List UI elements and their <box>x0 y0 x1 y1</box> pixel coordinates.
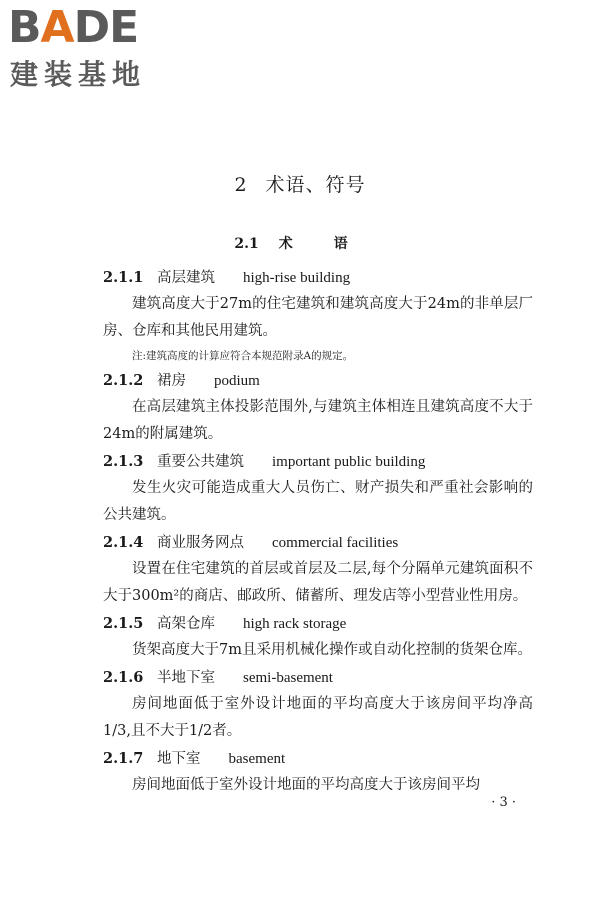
term-chinese: 商业服务网点 <box>157 535 244 551</box>
term-english: important public building <box>272 454 426 470</box>
logo-chinese-name: 建装基地 <box>10 58 147 91</box>
term-definition: 房间地面低于室外设计地面的平均高度大于该房间平均净高1/3,且不大于1/2者。 <box>103 696 533 739</box>
term-definition: 建筑高度大于27m的住宅建筑和建筑高度大于24m的非单层厂房、仓库和其他民用建筑。 <box>103 296 533 339</box>
term-english: podium <box>214 373 260 389</box>
term-header <box>103 664 533 691</box>
term-entry <box>103 448 533 529</box>
term-header <box>103 529 533 556</box>
term-entry <box>103 610 533 664</box>
term-english: basement <box>228 751 286 767</box>
term-definition: 在高层建筑主体投影范围外,与建筑主体相连且建筑高度不大于24m的附属建筑。 <box>103 399 533 442</box>
term-number: 2.1.4 <box>103 534 144 551</box>
logo-wordmark <box>8 2 139 53</box>
term-header <box>103 367 533 394</box>
term-header <box>103 264 533 291</box>
logo-letters-2: DE <box>73 2 139 53</box>
term-number: 2.1.3 <box>103 453 144 470</box>
chapter-title: 术语、符号 <box>265 174 366 196</box>
term-header <box>103 448 533 475</box>
section-number: 2.1 <box>234 236 259 252</box>
term-header <box>103 745 533 772</box>
chapter-number: 2 <box>234 174 248 196</box>
term-chinese: 半地下室 <box>157 670 215 686</box>
term-chinese: 地下室 <box>157 751 201 767</box>
section-heading <box>0 233 600 253</box>
term-note: 注:建筑高度的计算应符合本规范附录A的规定。 <box>132 350 354 362</box>
term-entry <box>103 264 533 367</box>
section-title: 术 语 <box>278 236 366 252</box>
term-number: 2.1.1 <box>103 269 144 286</box>
term-definition: 货架高度大于7m且采用机械化操作或自动化控制的货架仓库。 <box>132 642 532 658</box>
term-english: high-rise building <box>243 270 351 286</box>
term-entry <box>103 367 533 448</box>
page-number: · 3 · <box>491 795 516 810</box>
term-definition: 发生火灾可能造成重大人员伤亡、财产损失和严重社会影响的公共建筑。 <box>103 480 533 523</box>
term-entry <box>103 529 533 610</box>
term-chinese: 裙房 <box>157 373 186 389</box>
term-chinese: 重要公共建筑 <box>157 454 244 470</box>
term-entry <box>103 664 533 745</box>
term-header <box>103 610 533 637</box>
logo-letter-accent: A <box>40 2 74 53</box>
term-chinese: 高架仓库 <box>157 616 215 632</box>
term-english: high rack storage <box>243 616 347 632</box>
term-number: 2.1.7 <box>103 750 144 767</box>
term-definition: 设置在住宅建筑的首层或首层及二层,每个分隔单元建筑面积不大于300m²的商店、邮政所、储蓄所、理发店等小型营业性用房。 <box>103 561 533 604</box>
term-chinese: 高层建筑 <box>157 270 215 286</box>
term-entry <box>103 745 533 799</box>
term-number: 2.1.6 <box>103 669 144 686</box>
logo-letters-1: B <box>8 2 41 53</box>
term-english: semi-basement <box>243 670 333 686</box>
term-definition: 房间地面低于室外设计地面的平均高度大于该房间平均 <box>132 777 480 793</box>
term-number: 2.1.5 <box>103 615 144 632</box>
brand-logo <box>8 2 178 92</box>
terms-list <box>103 264 533 799</box>
term-number: 2.1.2 <box>103 372 144 389</box>
chapter-heading <box>0 170 600 197</box>
term-english: commercial facilities <box>272 535 399 551</box>
